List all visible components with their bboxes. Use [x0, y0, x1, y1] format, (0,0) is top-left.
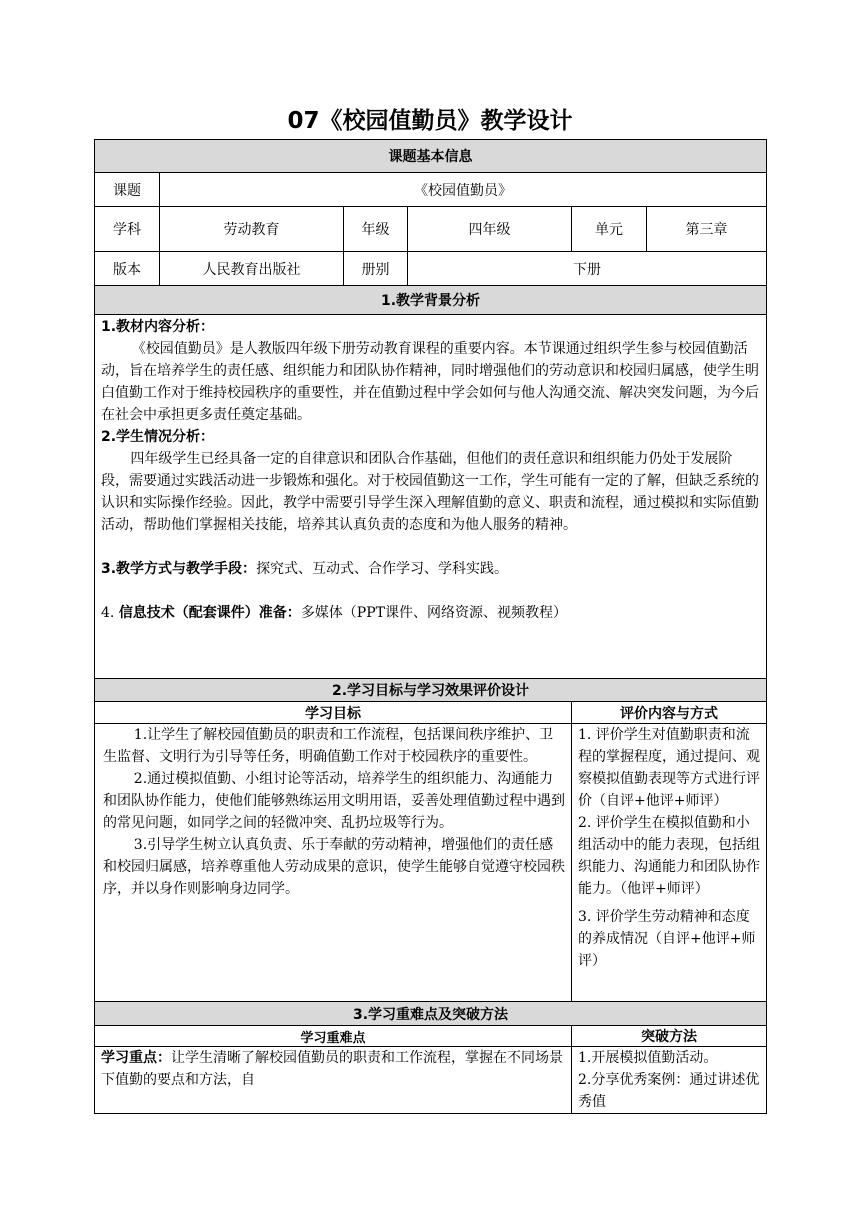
textbook-analysis-text: 《校园值勤员》是人教版四年级下册劳动教育课程的重要内容。本节课通过组织学生参与校园值勤活动，旨在培养学生的责任感、组织能力和团队协作精神，同时增强他们的劳动意识和校园归属感，使学生明白值勤工作对于维持校园秩序的重要性，并在值勤过程中学会如何与他人沟通交流、解决突发问题，为今后在社会中承担更多责任奠定基础。 [101, 341, 759, 423]
background-analysis [95, 315, 767, 679]
textbook-analysis-title: 1.教材内容分析： [101, 319, 215, 335]
goal-item: 3.引导学生树立认真负责、乐于奉献的劳动精神，增强他们的责任感和校园归属感，培养尊重他人劳动成果的意识，使学生能够自觉遵守校园秩序，并以身作则影响身边同学。 [103, 837, 565, 897]
section1-header: 1.教学背景分析 [95, 286, 767, 315]
evaluation-item: 3. 评价学生劳动精神和态度的养成情况（自评+他评+师评） [578, 909, 756, 969]
goals-column-header: 学习目标 [95, 702, 572, 724]
goal-item: 2.通过模拟值勤、小组讨论等活动，培养学生的组织能力、沟通能力和团队协作能力，使他们能够熟练运用文明用语，妥善处理值勤过程中遇到的常见问题，如同学之间的轻微冲突、乱扔垃圾等行为。 [103, 771, 565, 831]
key-points [95, 1047, 572, 1114]
subject-value: 劳动教育 [160, 207, 344, 252]
topic-value: 《校园值勤员》 [160, 173, 767, 207]
key-point-label: 学习重点： [101, 1050, 171, 1066]
method-column-header: 突破方法 [572, 1026, 767, 1047]
unit-value: 第三章 [647, 207, 767, 252]
evaluation-item: 2. 评价学生在模拟值勤和小组活动中的能力表现，包括组织能力、沟通能力和团队协作能力。（他评+师评） [578, 815, 760, 897]
method-item: 2.分享优秀案例：通过讲述优秀值 [578, 1072, 760, 1110]
lesson-plan-table [94, 139, 767, 1114]
student-analysis-title: 2.学生情况分析： [101, 429, 215, 445]
subject-label: 学科 [95, 207, 160, 252]
tech-title: 信息技术（配套课件）准备： [118, 605, 301, 621]
goal-item: 1.让学生了解校园值勤员的职责和工作流程，包括课间秩序维护、卫生监督、文明行为引导等任务，明确值勤工作对于校园秩序的重要性。 [103, 727, 554, 765]
volume-value: 下册 [408, 252, 767, 286]
grade-label: 年级 [344, 207, 408, 252]
method-text: 探究式、互动式、合作学习、学科实践。 [256, 561, 509, 577]
difficulty-column-header: 学习重难点 [95, 1026, 572, 1047]
section3-header: 3.学习重难点及突破方法 [95, 1002, 767, 1026]
breakthrough-methods [572, 1047, 767, 1114]
evaluation-content [572, 724, 767, 1002]
basic-info-header: 课题基本信息 [95, 140, 767, 173]
unit-label: 单元 [572, 207, 647, 252]
learning-goals [95, 724, 572, 1002]
tech-prefix: 4. [101, 605, 119, 621]
student-analysis-text: 四年级学生已经具备一定的自律意识和团队合作基础，但他们的责任意识和组织能力仍处于发展阶段，需要通过实践活动进一步锻炼和强化。对于校园值勤这一工作，学生可能有一定的了解，但缺乏系统的认识和实际操作经验。因此，教学中需要引导学生深入理解值勤的意义、职责和流程，通过模拟和实际值勤活动，帮助他们掌握相关技能，培养其认真负责的态度和为他人服务的精神。 [101, 451, 759, 533]
method-title: 3.教学方式与教学手段： [101, 561, 257, 577]
evaluation-item: 1. 评价学生对值勤职责和流程的掌握程度，通过提问、观察模拟值勤表现等方式进行评价（自评+他评+师评） [578, 727, 760, 809]
document-title: 07《校园值勤员》教学设计 [287, 108, 573, 134]
edition-label: 版本 [95, 252, 160, 286]
volume-label: 册别 [344, 252, 408, 286]
evaluation-column-header: 评价内容与方式 [572, 702, 767, 724]
method-item: 1.开展模拟值勤活动。 [578, 1050, 718, 1066]
grade-value: 四年级 [408, 207, 572, 252]
section2-header: 2.学习目标与学习效果评价设计 [95, 679, 767, 702]
key-point-text: 让学生清晰了解校园值勤员的职责和工作流程，掌握在不同场景下值勤的要点和方法，自 [101, 1050, 563, 1088]
tech-text: 多媒体（PPT课件、网络资源、视频教程） [300, 605, 567, 621]
edition-value: 人民教育出版社 [160, 252, 344, 286]
topic-label: 课题 [95, 173, 160, 207]
